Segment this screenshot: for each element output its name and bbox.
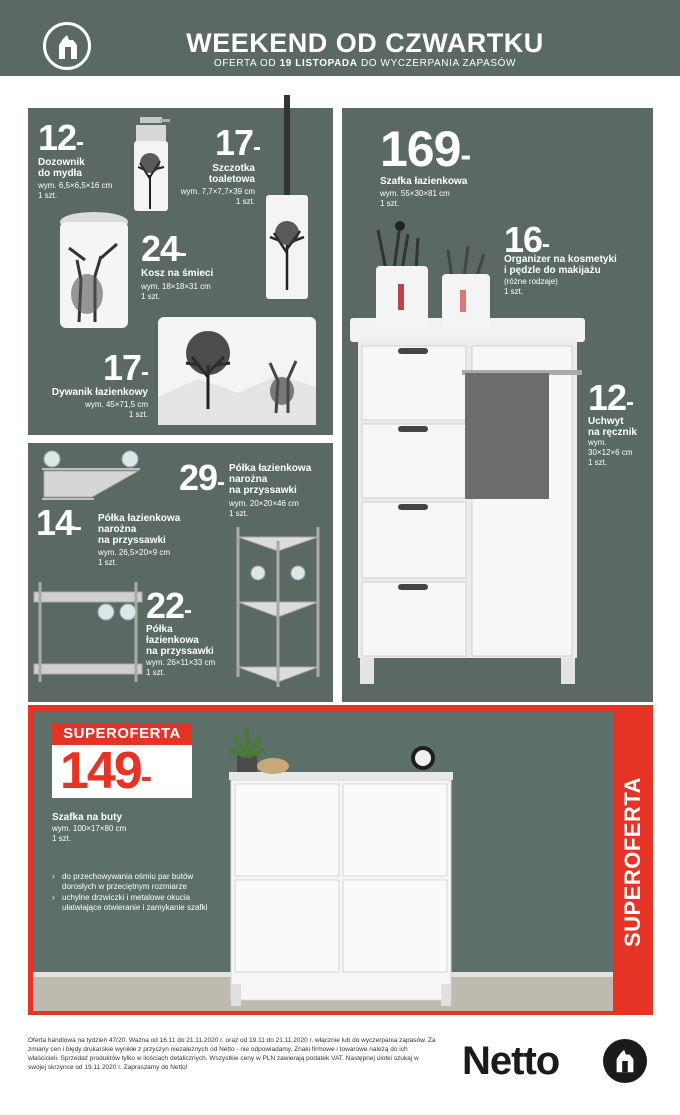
name-szczotka: Szczotka toaletowa	[208, 163, 255, 185]
name-polka29: Półka łazienkowa narożna na przyssawki	[229, 463, 312, 496]
waste-bin-image	[55, 210, 133, 330]
name-organizer: Organizer na kosmetyki i pędzle do makijażu	[504, 254, 617, 276]
name-szafka: Szafka łazienkowa	[380, 176, 468, 187]
shoe-cabinet-image	[223, 722, 459, 1011]
page-title: WEEKEND OD CZWARTKU	[186, 28, 544, 58]
feature-item: › do przechowywania ośmiu par butów dorosłych w przeciętnym rozmiarze	[52, 872, 222, 892]
name-polka22: Półka łazienkowa na przyssawki	[146, 624, 214, 657]
price-organizer: 16-	[504, 219, 550, 260]
feature-list	[52, 872, 222, 913]
meta-polka22: wym. 26×11×33 cm 1 szt.	[146, 658, 216, 677]
price-szafka: 169-	[380, 121, 471, 177]
meta-szafka-na-buty: wym. 100×17×80 cm 1 szt.	[52, 824, 127, 843]
name-kosz: Kosz na śmieci	[141, 268, 214, 279]
makeup-organizer-image	[372, 220, 500, 330]
price-dywanik: 17-	[102, 347, 148, 388]
meta-dywanik: wym. 45×71,5 cm 1 szt.	[85, 400, 148, 419]
netto-dog-footer-icon	[603, 1039, 647, 1083]
price-kosz: 24-	[141, 228, 187, 269]
shelf-two-tier-image	[32, 572, 144, 690]
meta-szczotka: wym. 7,7×7,7×39 cm 1 szt.	[180, 187, 255, 206]
price-polka29: 29-	[178, 457, 224, 498]
meta-dozownik: wym. 6,5×6,5×16 cm 1 szt.	[38, 181, 113, 200]
bathroom-cabinet-image	[350, 318, 585, 688]
superoferta-vertical-label: SUPEROFERTA	[620, 776, 645, 947]
toilet-brush-image	[262, 95, 312, 300]
meta-organizer: (różne rodzaje) 1 szt.	[504, 277, 558, 296]
name-uchwyt: Uchwyt na ręcznik	[588, 416, 637, 438]
name-dozownik: Dozownik do mydła	[38, 157, 85, 179]
meta-uchwyt: wym. 30×12×6 cm 1 szt.	[588, 438, 633, 467]
name-dywanik: Dywanik łazienkowy	[51, 387, 148, 398]
price-szczotka: 17-	[214, 122, 260, 163]
meta-szafka: wym. 55×30×81 cm 1 szt.	[380, 189, 450, 208]
page-subtitle: OFERTA OD 19 LISTOPADA DO WYCZERPANIA ZAPASÓW	[213, 58, 517, 69]
corner-shelf-small-image	[36, 447, 146, 503]
netto-brand: Netto	[462, 1039, 560, 1083]
meta-kosz: wym. 18×18×31 cm 1 szt.	[141, 282, 211, 301]
netto-dog-logo-icon	[43, 22, 91, 70]
legal-footer: Oferta handlowa na tydzień 47/20. Ważna od 16.11 do 21.11.2020 r. oraz od 19.11 do 21.11.2020 r. włącznie lub do wyczerpania zapasów. Za zmiany cen i błędy drukarskie wynikłe z przyczyn niezależnych od Netto - nie odpowiadamy. Znaki firmowe i towarowe należą do ich właścicieli. Sprzedaż produktów tylko w ilościach detalicznych. Wszystkie ceny w PLN zawierają podatek VAT. Następnej ulotki szukaj w swojej skrzynce od 19.11.2020 r. Zapraszamy do Netto!	[28, 1037, 436, 1071]
price-dozownik: 12-	[38, 117, 84, 158]
meta-polka29: wym. 20×20×46 cm 1 szt.	[229, 499, 299, 518]
corner-shelf-three-tier-image	[228, 517, 328, 692]
superoferta-price: 149-	[60, 742, 151, 800]
price-polka14: 14-	[36, 502, 82, 543]
price-uchwyt: 12-	[588, 377, 634, 418]
meta-polka14: wym. 26,5×20×9 cm 1 szt.	[98, 548, 171, 567]
name-polka14: Półka łazienkowa narożna na przyssawki	[98, 513, 181, 546]
name-szafka-na-buty: Szafka na buty	[52, 812, 123, 823]
bath-mat-image	[158, 317, 316, 425]
price-polka22: 22-	[146, 585, 192, 626]
feature-item: › uchylne drzwiczki i metalowe okucia ułatwiające otwieranie i zamykanie szafki	[52, 893, 222, 913]
superoferta-tag: SUPEROFERTA	[52, 723, 192, 745]
